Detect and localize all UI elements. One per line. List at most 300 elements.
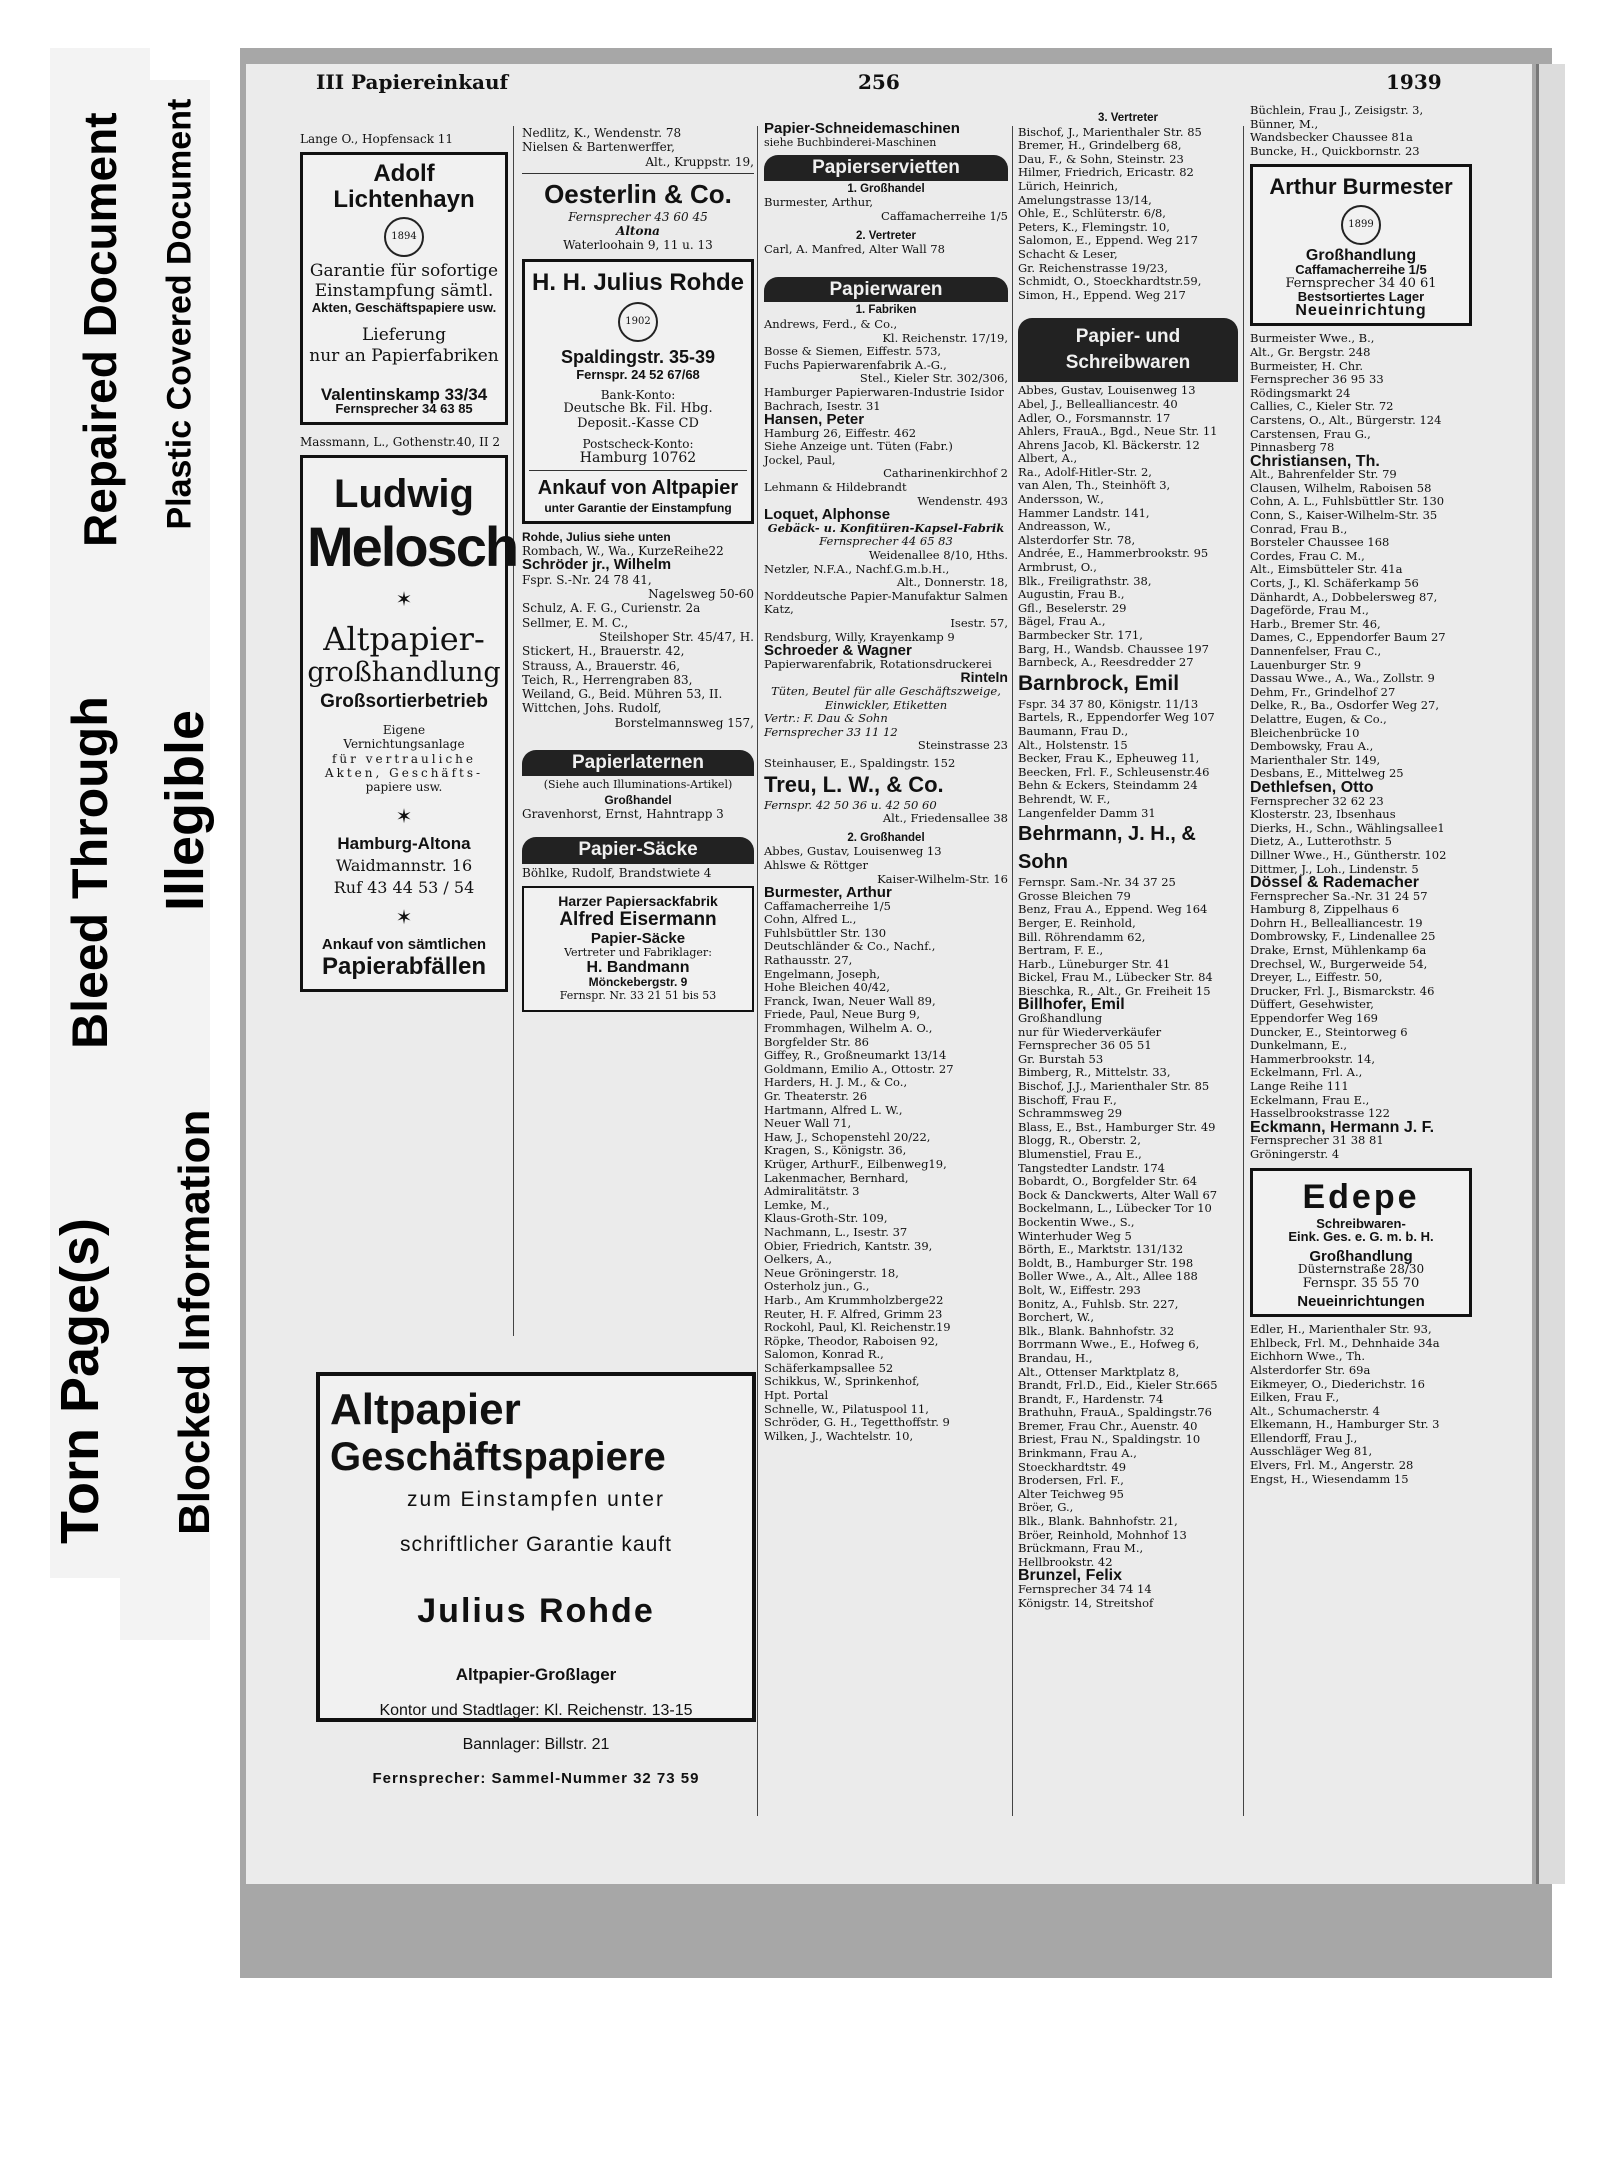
ad-title: Geschäftspapiere bbox=[330, 1435, 666, 1479]
entry: Elvers, Frl. M., Angerstr. 28 bbox=[1250, 1458, 1414, 1473]
entry: Fernspr. 42 50 36 u. 42 50 60 bbox=[764, 797, 937, 812]
subheading: 1. Fabriken bbox=[855, 304, 917, 317]
entry: Siehe Anzeige unt. Tüten (Fabr.) bbox=[764, 439, 953, 454]
entry: Dageförde, Frau M., bbox=[1250, 603, 1369, 618]
entry: Burmester, Arthur, bbox=[764, 195, 874, 210]
entry: Borsteler Chaussee 168 bbox=[1250, 535, 1390, 550]
banner-papier-schreibwaren: Papier- und Schreibwaren bbox=[1018, 318, 1238, 382]
entry: Eckelmann, Frau E., bbox=[1250, 1092, 1370, 1107]
entry: Fernspr. Sam.-Nr. 34 37 25 bbox=[1018, 875, 1176, 890]
entry-list bbox=[1250, 795, 1472, 877]
entry-bold: Barnbrock, Emil bbox=[1018, 671, 1180, 695]
entry: Borstelmannsweg 157, bbox=[614, 715, 754, 730]
entry: Alter Teichweg 95 bbox=[1018, 1486, 1124, 1501]
entry: Gr. Theaterstr. 26 bbox=[764, 1089, 868, 1103]
entry: Boldt, B., Hamburger Str. 198 bbox=[1018, 1255, 1194, 1270]
entry: Papierwarenfabrik, Rotationsdruckerei bbox=[764, 656, 992, 671]
column-divider bbox=[757, 126, 758, 1816]
column-4 bbox=[1018, 112, 1238, 1610]
entry: Bobardt, O., Borgfelder Str. 64 bbox=[1018, 1174, 1198, 1189]
column-divider bbox=[1012, 126, 1013, 1816]
entry: Amelungstrasse 13/14, bbox=[1018, 192, 1152, 207]
entry: Düffert, Gesehwister, bbox=[1250, 997, 1374, 1012]
entry: Krüger, ArthurF., Eilbenweg19, bbox=[764, 1156, 947, 1171]
ad-line: Schreibwaren- bbox=[1316, 1215, 1406, 1231]
entry: Catharinenkirchhof 2 bbox=[883, 466, 1008, 481]
entry: Bockelmann, L., Lübecker Tor 10 bbox=[1018, 1201, 1212, 1216]
entry: Blumenstiel, Frau E., bbox=[1018, 1147, 1142, 1161]
entry: Behn & Eckers, Steindamm 24 bbox=[1018, 778, 1198, 793]
entry: Hamburg 26, Eiffestr. 462 bbox=[764, 425, 917, 440]
entry: Salomon, E., Eppend. Weg 217 bbox=[1018, 233, 1198, 248]
ad-line: für vertrauliche bbox=[331, 751, 476, 766]
entry-list bbox=[1018, 698, 1238, 820]
entry: Lürich, Heinrich, bbox=[1018, 178, 1118, 193]
entry: Clausen, Wilhelm, Raboisen 58 bbox=[1250, 480, 1432, 495]
ad-melosch bbox=[300, 455, 518, 991]
ad-line: Caffamacherreihe 1/5 bbox=[1295, 261, 1427, 277]
ad-last-name: Melosch bbox=[307, 515, 518, 579]
entry: Tangstedter Landstr. 174 bbox=[1018, 1160, 1165, 1175]
ad-line: großhandlung bbox=[307, 656, 501, 688]
entry-bold: Eckmann, Hermann J. F. bbox=[1250, 1118, 1435, 1136]
ad-line: Akten, Geschäfts- bbox=[324, 765, 484, 780]
entry: Blk., Blank. Bahnhofstr. 32 bbox=[1018, 1323, 1175, 1338]
entry: Dierks, H., Schn., Wählingsallee1 bbox=[1250, 820, 1445, 835]
entry: Ra., Adolf-Hitler-Str. 2, bbox=[1018, 464, 1152, 479]
entry: Barnbeck, A., Reesdredder 27 bbox=[1018, 655, 1194, 670]
ad-phone: Fernsprecher 34 63 85 bbox=[335, 400, 473, 416]
entry: siehe Buchbinderei-Maschinen bbox=[764, 135, 937, 149]
entry: Fernsprecher 44 65 83 bbox=[819, 534, 953, 549]
entry: Hamburger Papierwaren-Industrie Isidor Bachrach, Isestr. 31 bbox=[764, 384, 1004, 413]
entry: Eppendorfer Weg 169 bbox=[1250, 1011, 1378, 1026]
entry-list bbox=[1250, 1323, 1472, 1486]
entry: Rathausstr. 27, bbox=[764, 953, 853, 968]
entry: Rinteln bbox=[960, 669, 1008, 686]
entry: Langenfelder Damm 31 bbox=[1018, 805, 1156, 820]
ad-line: Bannlager: Billstr. 21 bbox=[462, 1736, 610, 1753]
entry-list bbox=[1250, 890, 1472, 1121]
ad-line: Fernsprecher 34 40 61 bbox=[1285, 275, 1437, 291]
ad-line: Ankauf von sämtlichen bbox=[321, 936, 487, 954]
ad-line: Deutsche Bk. Fil. Hbg. bbox=[563, 401, 713, 417]
entry: Harb., Lüneburger Str. 41 bbox=[1018, 956, 1171, 971]
entry: Borgfelder Str. 86 bbox=[764, 1034, 869, 1049]
entry: Fuhlsbüttler Str. 130 bbox=[764, 925, 887, 940]
entry: Schröder, G. H., Tegetthoffstr. 9 bbox=[764, 1415, 950, 1430]
entry: Gröningerstr. 4 bbox=[1250, 1146, 1340, 1161]
entry: Dassau Wwe., A., Wa., Zollstr. 9 bbox=[1250, 671, 1435, 686]
subheading: 2. Vertreter bbox=[855, 229, 917, 242]
label-plastic-covered: Plastic Covered Document bbox=[160, 98, 199, 530]
entry: Simon, H., Eppend. Weg 217 bbox=[1018, 287, 1186, 302]
subheading: Großhandel bbox=[604, 792, 672, 807]
ad-julius-rohde bbox=[522, 259, 754, 524]
entry: Grosse Bleichen 79 bbox=[1018, 888, 1131, 903]
ad-line: Vernichtungsanlage bbox=[343, 737, 465, 752]
ad-title: Edepe bbox=[1302, 1177, 1420, 1216]
entry: Eichhorn Wwe., Th. bbox=[1250, 1349, 1365, 1364]
entry: Caffamacherreihe 1/5 bbox=[881, 208, 1008, 223]
entry: Carstens, O., Alt., Bürgerstr. 124 bbox=[1250, 412, 1442, 427]
entry: Bosse & Siemen, Eiffestr. 573, bbox=[764, 344, 942, 359]
ad-eisermann bbox=[522, 886, 754, 1012]
ad-title: Oesterlin & Co. bbox=[544, 178, 732, 209]
entry: Schacht & Leser, bbox=[1018, 246, 1118, 261]
entry: Duncker, E., Steintorweg 6 bbox=[1250, 1024, 1408, 1039]
entry: Fernsprecher Sa.-Nr. 31 24 57 bbox=[1250, 888, 1428, 903]
ad-line: Harzer Papiersackfabrik bbox=[558, 892, 718, 909]
entry: Abbes, Gustav, Louisenweg 13 bbox=[1018, 383, 1196, 398]
ad-phone: Fernspr. 24 52 67/68 bbox=[576, 366, 700, 382]
entry: Neue Gröningerstr. 18, bbox=[764, 1265, 899, 1280]
entry: Hasselbrookstrasse 122 bbox=[1250, 1106, 1390, 1121]
entry: Eikmeyer, O., Diederichstr. 16 bbox=[1250, 1376, 1425, 1391]
entry: Edler, H., Marienthaler Str. 93, bbox=[1250, 1322, 1432, 1337]
entry: Rockohl, Paul, Kl. Reichenstr.19 bbox=[764, 1320, 951, 1335]
entry: Bieschka, R., Alt., Gr. Freiheit 15 bbox=[1018, 983, 1211, 998]
entry: Cohn, Alfred L., bbox=[764, 912, 857, 927]
ad-line: H. Bandmann bbox=[586, 958, 690, 976]
entry-bold: Dethlefsen, Otto bbox=[1250, 778, 1374, 796]
entry: Harders, H. J. M., & Co., bbox=[764, 1075, 908, 1090]
entry: Schnelle, W., Pilatuspool 11, bbox=[764, 1401, 929, 1416]
entry-bold: Christiansen, Th. bbox=[1250, 452, 1380, 470]
label-blocked-information: Blocked Information bbox=[170, 1109, 219, 1535]
entry: Büchlein, Frau J., Zeisigstr. 3, bbox=[1250, 103, 1424, 117]
entry: Netzler, N.F.A., Nachf.G.m.b.H., bbox=[764, 561, 950, 576]
entry: Obier, Friedrich, Kantstr. 39, bbox=[764, 1238, 933, 1253]
entry: Alt., Donnerstr. 18, bbox=[896, 575, 1008, 590]
entry: Delattre, Eugen, & Co., bbox=[1250, 711, 1387, 726]
entry: Dreyer, L., Eiffestr. 50, bbox=[1250, 970, 1383, 985]
ad-address: Valentinskamp 33/34 bbox=[320, 384, 488, 404]
entry: Dombrowsky, F., Lindenallee 25 bbox=[1250, 929, 1436, 944]
ad-lichtenhayn bbox=[300, 152, 508, 425]
entry-bold: Burmester, Arthur bbox=[764, 884, 892, 902]
entry: Schikkus, W., Sprinkenhof, bbox=[764, 1374, 920, 1389]
entry: Klaus-Groth-Str. 109, bbox=[764, 1211, 888, 1226]
entry: Steilshoper Str. 45/47, H. bbox=[599, 629, 754, 644]
entry: Abel, J., Bellealliancestr. 40 bbox=[1018, 396, 1178, 411]
subheading: 3. Vertreter bbox=[1097, 112, 1159, 124]
entry: Dau, F., & Sohn, Steinstr. 23 bbox=[1018, 151, 1184, 166]
entry: Ehlbeck, Frl. M., Dehnhaide 34a bbox=[1250, 1335, 1440, 1350]
ad-phone: Fernsprecher 43 60 45 bbox=[568, 209, 708, 224]
entry: Rombach, W., Wa., KurzeReihe22 bbox=[522, 544, 724, 559]
entry: Armbrust, O., bbox=[1018, 560, 1097, 575]
ad-line: Düsternstraße 28/30 bbox=[1297, 1262, 1425, 1277]
entry: Cohn, A. L., Fuhlsbüttler Str. 130 bbox=[1250, 494, 1445, 509]
entry: Adler, O., Forsmannstr. 17 bbox=[1018, 410, 1171, 425]
entry: Hartmann, Alfred L. W., bbox=[764, 1102, 903, 1117]
entry: Böhlke, Rudolf, Brandstwiete 4 bbox=[522, 865, 712, 880]
entry: Fernsprecher 36 95 33 bbox=[1250, 372, 1384, 387]
ad-seal: 1894 bbox=[384, 217, 424, 257]
ad-address: Waterloohain 9, 11 u. 13 bbox=[563, 238, 713, 253]
entry: Fernsprecher 36 05 51 bbox=[1018, 1038, 1152, 1053]
entry: Dohrn H., Bellealliancestr. 19 bbox=[1250, 915, 1423, 930]
ad-line: Großsortierbetrieb bbox=[320, 690, 488, 712]
entry: Tüten, Beutel für alle Geschäftszweige, Einwickler, Etiketten bbox=[771, 683, 1001, 712]
entry: Rendsburg, Willy, Krayenkamp 9 bbox=[764, 629, 955, 644]
ad-seal: 1902 bbox=[618, 302, 658, 342]
ad-arthur-burmester bbox=[1250, 164, 1472, 326]
entry: nur für Wiederverkäufer bbox=[1018, 1024, 1162, 1039]
entry-list bbox=[1018, 126, 1238, 303]
entry: Reuter, H. F. Alfred, Grimm 23 bbox=[764, 1306, 943, 1321]
entry: Dannenfelser, Frau C., bbox=[1250, 644, 1382, 658]
entry: Dunkelmann, E., bbox=[1250, 1038, 1348, 1053]
entry: Bickel, Frau M., Lübecker Str. 84 bbox=[1018, 970, 1213, 985]
entry: Andrée, E., Hammerbrookstr. 95 bbox=[1018, 546, 1209, 561]
entry: Dembowsky, Frau A., bbox=[1250, 739, 1374, 754]
entry: Stickert, H., Brauerstr. 42, bbox=[522, 644, 685, 659]
entry: Bischoff, Frau F., bbox=[1018, 1092, 1117, 1107]
entry: Nachmann, L., Isestr. 37 bbox=[764, 1224, 908, 1239]
ad-line: Einstampfung sämtl. bbox=[314, 281, 494, 302]
ad-line: Alfred Eisermann bbox=[559, 909, 717, 931]
entry: Deutschländer & Co., Nachf., bbox=[764, 939, 936, 954]
entry: Barmbecker Str. 171, bbox=[1018, 628, 1143, 642]
entry-list bbox=[1018, 1012, 1238, 1569]
entry: Corts, J., Kl. Schäferkamp 56 bbox=[1250, 576, 1419, 591]
entry: Steinhauser, E., Spaldingstr. 152 bbox=[764, 755, 956, 770]
entry: Baumann, Frau D., bbox=[1018, 723, 1129, 738]
entry: Blass, E., Bst., Hamburger Str. 49 bbox=[1018, 1119, 1216, 1134]
entry: Blk., Blank. Bahnhofstr. 21, bbox=[1018, 1514, 1178, 1529]
entry: Bill. Röhrendamm 62, bbox=[1018, 929, 1146, 944]
entry: (Siehe auch Illuminations-Artikel) bbox=[543, 778, 733, 792]
entry-list bbox=[1250, 1134, 1472, 1161]
entry: Osterholz jun., G., bbox=[764, 1279, 870, 1294]
entry: Alt., Friedensallee 38 bbox=[882, 811, 1008, 826]
ad-line: Vertreter und Fabriklager: bbox=[564, 946, 712, 960]
label-illegible: Illegible bbox=[155, 709, 215, 911]
entry: Alsterdorfer Str. 69a bbox=[1250, 1362, 1371, 1377]
entry: Teich, R., Herrengraben 83, bbox=[522, 672, 693, 687]
entry: Alt., Ottenser Marktplatz 8, bbox=[1018, 1364, 1180, 1379]
entry: Andrews, Ferd., & Co., bbox=[764, 316, 898, 331]
section-title: III Papiereinkauf bbox=[316, 70, 509, 94]
entry: Lauenburger Str. 9 bbox=[1250, 657, 1362, 672]
entry-bold: Dössel & Rademacher bbox=[1250, 874, 1419, 892]
entry: Neuer Wall 71, bbox=[764, 1116, 852, 1131]
ad-title: H. H. Julius Rohde bbox=[531, 268, 744, 296]
entry: Brandt, Frl.D., Eid., Kieler Str.665 bbox=[1018, 1378, 1218, 1393]
entry: Salomon, Konrad R., bbox=[764, 1347, 884, 1362]
entry-list bbox=[1250, 468, 1472, 781]
entry: Abbes, Gustav, Louisenweg 13 bbox=[764, 844, 942, 859]
entry: Ohle, E., Schlüterstr. 6/8, bbox=[1018, 206, 1166, 221]
page-number: 256 bbox=[858, 70, 900, 94]
entry-list bbox=[1250, 332, 1472, 454]
entry: Bertram, F. E., bbox=[1018, 943, 1104, 958]
ad-first-name: Ludwig bbox=[334, 472, 474, 517]
banner-papierwaren: Papierwaren bbox=[764, 277, 1008, 303]
ad-line: Akten, Geschäftspapiere usw. bbox=[311, 300, 497, 316]
entry-list bbox=[764, 900, 1008, 1444]
entry: Alt., Kruppstr. 19, bbox=[645, 154, 754, 169]
entry: Bremer, H., Grindelberg 68, bbox=[1018, 138, 1182, 153]
ad-line: Fernspr. Nr. 33 21 51 bis 53 bbox=[559, 989, 717, 1003]
entry: Gebäck- u. Konfitüren-Kapsel-Fabrik bbox=[767, 520, 1005, 535]
entry: Gr. Burstah 53 bbox=[1018, 1051, 1104, 1066]
divider bbox=[522, 173, 754, 174]
ad-line: Bestsortiertes Lager bbox=[1297, 289, 1425, 305]
entry: Vertr.: F. Dau & Sohn bbox=[764, 711, 888, 726]
entry-list bbox=[1250, 104, 1472, 158]
entry: Klosterstr. 23, Ibsenhaus bbox=[1250, 807, 1396, 822]
entry: Hohe Bleichen 40/42, bbox=[764, 980, 890, 995]
ad-edepe bbox=[1250, 1168, 1472, 1318]
entry: Stel., Kieler Str. 302/306, bbox=[859, 371, 1008, 386]
entry: Brinkmann, Frau A., bbox=[1018, 1446, 1137, 1461]
entry-list bbox=[1018, 384, 1238, 669]
ad-line: Papierabfällen bbox=[321, 953, 487, 981]
subheading: 2. Großhandel bbox=[847, 831, 925, 844]
entry-bold: Loquet, Alphonse bbox=[764, 506, 891, 524]
entry: Harb., Am Krummholzberge22 bbox=[764, 1292, 944, 1307]
entry: Alt., Schumacherstr. 4 bbox=[1250, 1403, 1380, 1418]
entry: Fernsprecher 31 38 81 bbox=[1250, 1133, 1384, 1148]
entry: Weidenallee 8/10, Hths. bbox=[868, 548, 1008, 563]
ad-line: Hamburg-Altona bbox=[337, 833, 471, 853]
entry: Fuchs Papierwarenfabrik A.-G., bbox=[764, 357, 947, 372]
entry: Kaiser-Wilhelm-Str. 16 bbox=[877, 871, 1008, 886]
entry: Röpke, Theodor, Raboisen 92, bbox=[764, 1333, 939, 1348]
ad-line: Eink. Ges. e. G. m. b. H. bbox=[1288, 1229, 1434, 1245]
entry: Giffey, R., Großneumarkt 13/14 bbox=[764, 1048, 947, 1063]
entry: Carl, A. Manfred, Alter Wall 78 bbox=[764, 242, 945, 257]
entry: Jockel, Paul, bbox=[764, 452, 836, 467]
ad-altpapier bbox=[316, 1372, 756, 1787]
label-torn-pages: Torn Page(s) bbox=[50, 1217, 110, 1545]
entry: Dames, C., Eppendorfer Baum 27 bbox=[1250, 630, 1446, 645]
entry: Fernsprecher 33 11 12 bbox=[764, 724, 898, 739]
entry: Schulz, A. F. G., Curienstr. 2a bbox=[522, 601, 701, 616]
entry: Delke, R., Ba., Osdorfer Weg 27, bbox=[1250, 698, 1440, 713]
entry: Alt., Bahrenfelder Str. 79 bbox=[1250, 467, 1397, 482]
entry: Brathuhn, FrauA., Spaldingstr.76 bbox=[1018, 1405, 1213, 1420]
entry: Börth, E., Marktstr. 131/132 bbox=[1018, 1242, 1184, 1257]
entry: Caffamacherreihe 1/5 bbox=[764, 898, 891, 913]
entry: Carstensen, Frau G., bbox=[1250, 426, 1371, 441]
ad-line: Großhandlung bbox=[1305, 247, 1417, 265]
star-icon: ✶ bbox=[395, 803, 413, 828]
column-5 bbox=[1250, 104, 1472, 1486]
ad-oesterlin bbox=[522, 178, 754, 253]
column-2 bbox=[522, 126, 754, 1018]
subheading: 1. Großhandel bbox=[847, 182, 925, 195]
entry: van Alen, Th., Steinhöft 3, bbox=[1018, 478, 1171, 493]
ad-line: nur an Papierfabriken bbox=[309, 345, 499, 366]
entry: Wittchen, Johs. Rudolf, bbox=[522, 701, 662, 716]
ad-line: Eigene bbox=[382, 723, 426, 738]
entry: Barg, H., Wandsb. Chaussee 197 bbox=[1018, 641, 1209, 656]
entry: Hammerbrookstr. 14, bbox=[1250, 1051, 1376, 1066]
entry: Becker, Frau K., Epheuweg 11, bbox=[1018, 751, 1200, 766]
entry: Brandt, F., Hardenstr. 74 bbox=[1018, 1391, 1164, 1406]
entry: Frommhagen, Wilhelm A. O., bbox=[764, 1021, 933, 1036]
entry: Stoeckhardtstr. 49 bbox=[1018, 1459, 1127, 1474]
ad-seal: 1899 bbox=[1341, 205, 1381, 245]
entry-bold: Schroeder & Wagner bbox=[764, 642, 912, 660]
entry: Lemke, M., bbox=[764, 1197, 830, 1212]
ad-address: Spaldingstr. 35-39 bbox=[560, 346, 716, 367]
entry: Kragen, S., Königstr. 36, bbox=[764, 1143, 907, 1158]
entry: Norddeutsche Papier-Manufaktur Salmen Katz, bbox=[764, 588, 1008, 617]
ad-line: Kontor und Stadtlager: Kl. Reichenstr. 13-15 bbox=[379, 1702, 693, 1719]
entry: Gravenhorst, Ernst, Hahntrapp 3 bbox=[522, 806, 724, 821]
ad-line: papiere usw. bbox=[365, 780, 443, 795]
entry: Isestr. 57, bbox=[950, 616, 1008, 630]
entry: Andersson, W., bbox=[1018, 492, 1104, 507]
entry: Nielsen & Bartenwerffer, bbox=[522, 140, 675, 155]
entry: Gr. Reichenstrasse 19/23, bbox=[1018, 260, 1168, 275]
entry: Wilken, J., Wachtelstr. 10, bbox=[764, 1428, 914, 1443]
entry: Augustin, Frau B., bbox=[1018, 587, 1125, 602]
entry: Buncke, H., Quickbornstr. 23 bbox=[1250, 143, 1420, 158]
entry: Drake, Ernst, Mühlenkamp 6a bbox=[1250, 943, 1427, 958]
entry: Schröder jr., Wilhelm bbox=[522, 556, 672, 574]
entry: Nedlitz, K., Wendenstr. 78 bbox=[522, 126, 682, 140]
entry-list bbox=[1018, 1583, 1238, 1610]
ad-line: Papier-Säcke bbox=[590, 930, 686, 948]
entry: Dehm, Fr., Grindelhof 27 bbox=[1250, 684, 1396, 699]
ad-line: Ankauf von Altpapier bbox=[537, 476, 739, 499]
entry: Admiralitätstr. 3 bbox=[764, 1184, 860, 1199]
entry: Eilken, Frau F., bbox=[1250, 1390, 1340, 1405]
entry: Andreasson, W., bbox=[1018, 519, 1111, 534]
entry: Wendenstr. 493 bbox=[917, 493, 1008, 508]
entry: Haw, J., Schopenstehl 20/22, bbox=[764, 1129, 931, 1144]
divider bbox=[529, 470, 747, 471]
entry: Callies, C., Kieler Str. 72 bbox=[1250, 399, 1394, 414]
entry: Hpt. Portal bbox=[764, 1388, 829, 1403]
next-page-edge bbox=[1536, 64, 1565, 1884]
entry-bold: Billhofer, Emil bbox=[1018, 996, 1125, 1014]
entry: Schrammsweg 29 bbox=[1018, 1106, 1123, 1121]
entry: Rohde, Julius siehe unten bbox=[522, 529, 671, 544]
entry: Goldmann, Emilio A., Ottostr. 27 bbox=[764, 1061, 954, 1076]
entry: Bolt, W., Eiffestr. 293 bbox=[1018, 1282, 1141, 1297]
entry: Fernsprecher 32 62 23 bbox=[1250, 793, 1384, 808]
entry: Drechsel, W., Burgerweide 54, bbox=[1250, 956, 1428, 971]
ad-title: Adolf Lichtenhayn bbox=[333, 160, 475, 214]
year-label: 1939 bbox=[1386, 70, 1442, 94]
entry: Massmann, L., Gothenstr.40, II 2 bbox=[300, 435, 501, 450]
entry: Fernsprecher 34 74 14 bbox=[1018, 1582, 1152, 1596]
entry-bold: Behrmann, J. H., & Sohn bbox=[1018, 823, 1196, 874]
entry: Bremer, Frau Chr., Auenstr. 40 bbox=[1018, 1418, 1198, 1433]
entry: Bröer, Reinhold, Mohnhof 13 bbox=[1018, 1527, 1187, 1542]
entry: Cordes, Frau C. M., bbox=[1250, 548, 1365, 563]
star-icon: ✶ bbox=[395, 904, 413, 929]
entry: Dietz, A., Lutterothstr. 5 bbox=[1250, 834, 1392, 849]
label-repaired-document: Repaired Document bbox=[74, 112, 126, 547]
entry: Bleichenbrücke 10 bbox=[1250, 725, 1360, 740]
entry: Ahlswe & Röttger bbox=[764, 857, 868, 872]
entry: Friede, Paul, Neue Burg 9, bbox=[764, 1007, 920, 1022]
column-3 bbox=[764, 122, 1008, 1443]
entry: Benz, Frau A., Eppend. Weg 164 bbox=[1018, 902, 1208, 917]
entry: Wandsbecker Chaussee 81a bbox=[1250, 130, 1413, 145]
entry: Bockentin Wwe., S., bbox=[1018, 1214, 1135, 1229]
entry: Peters, K., Flemingstr. 10, bbox=[1018, 219, 1170, 234]
entry: Berger, E. Reinhold, bbox=[1018, 915, 1136, 930]
